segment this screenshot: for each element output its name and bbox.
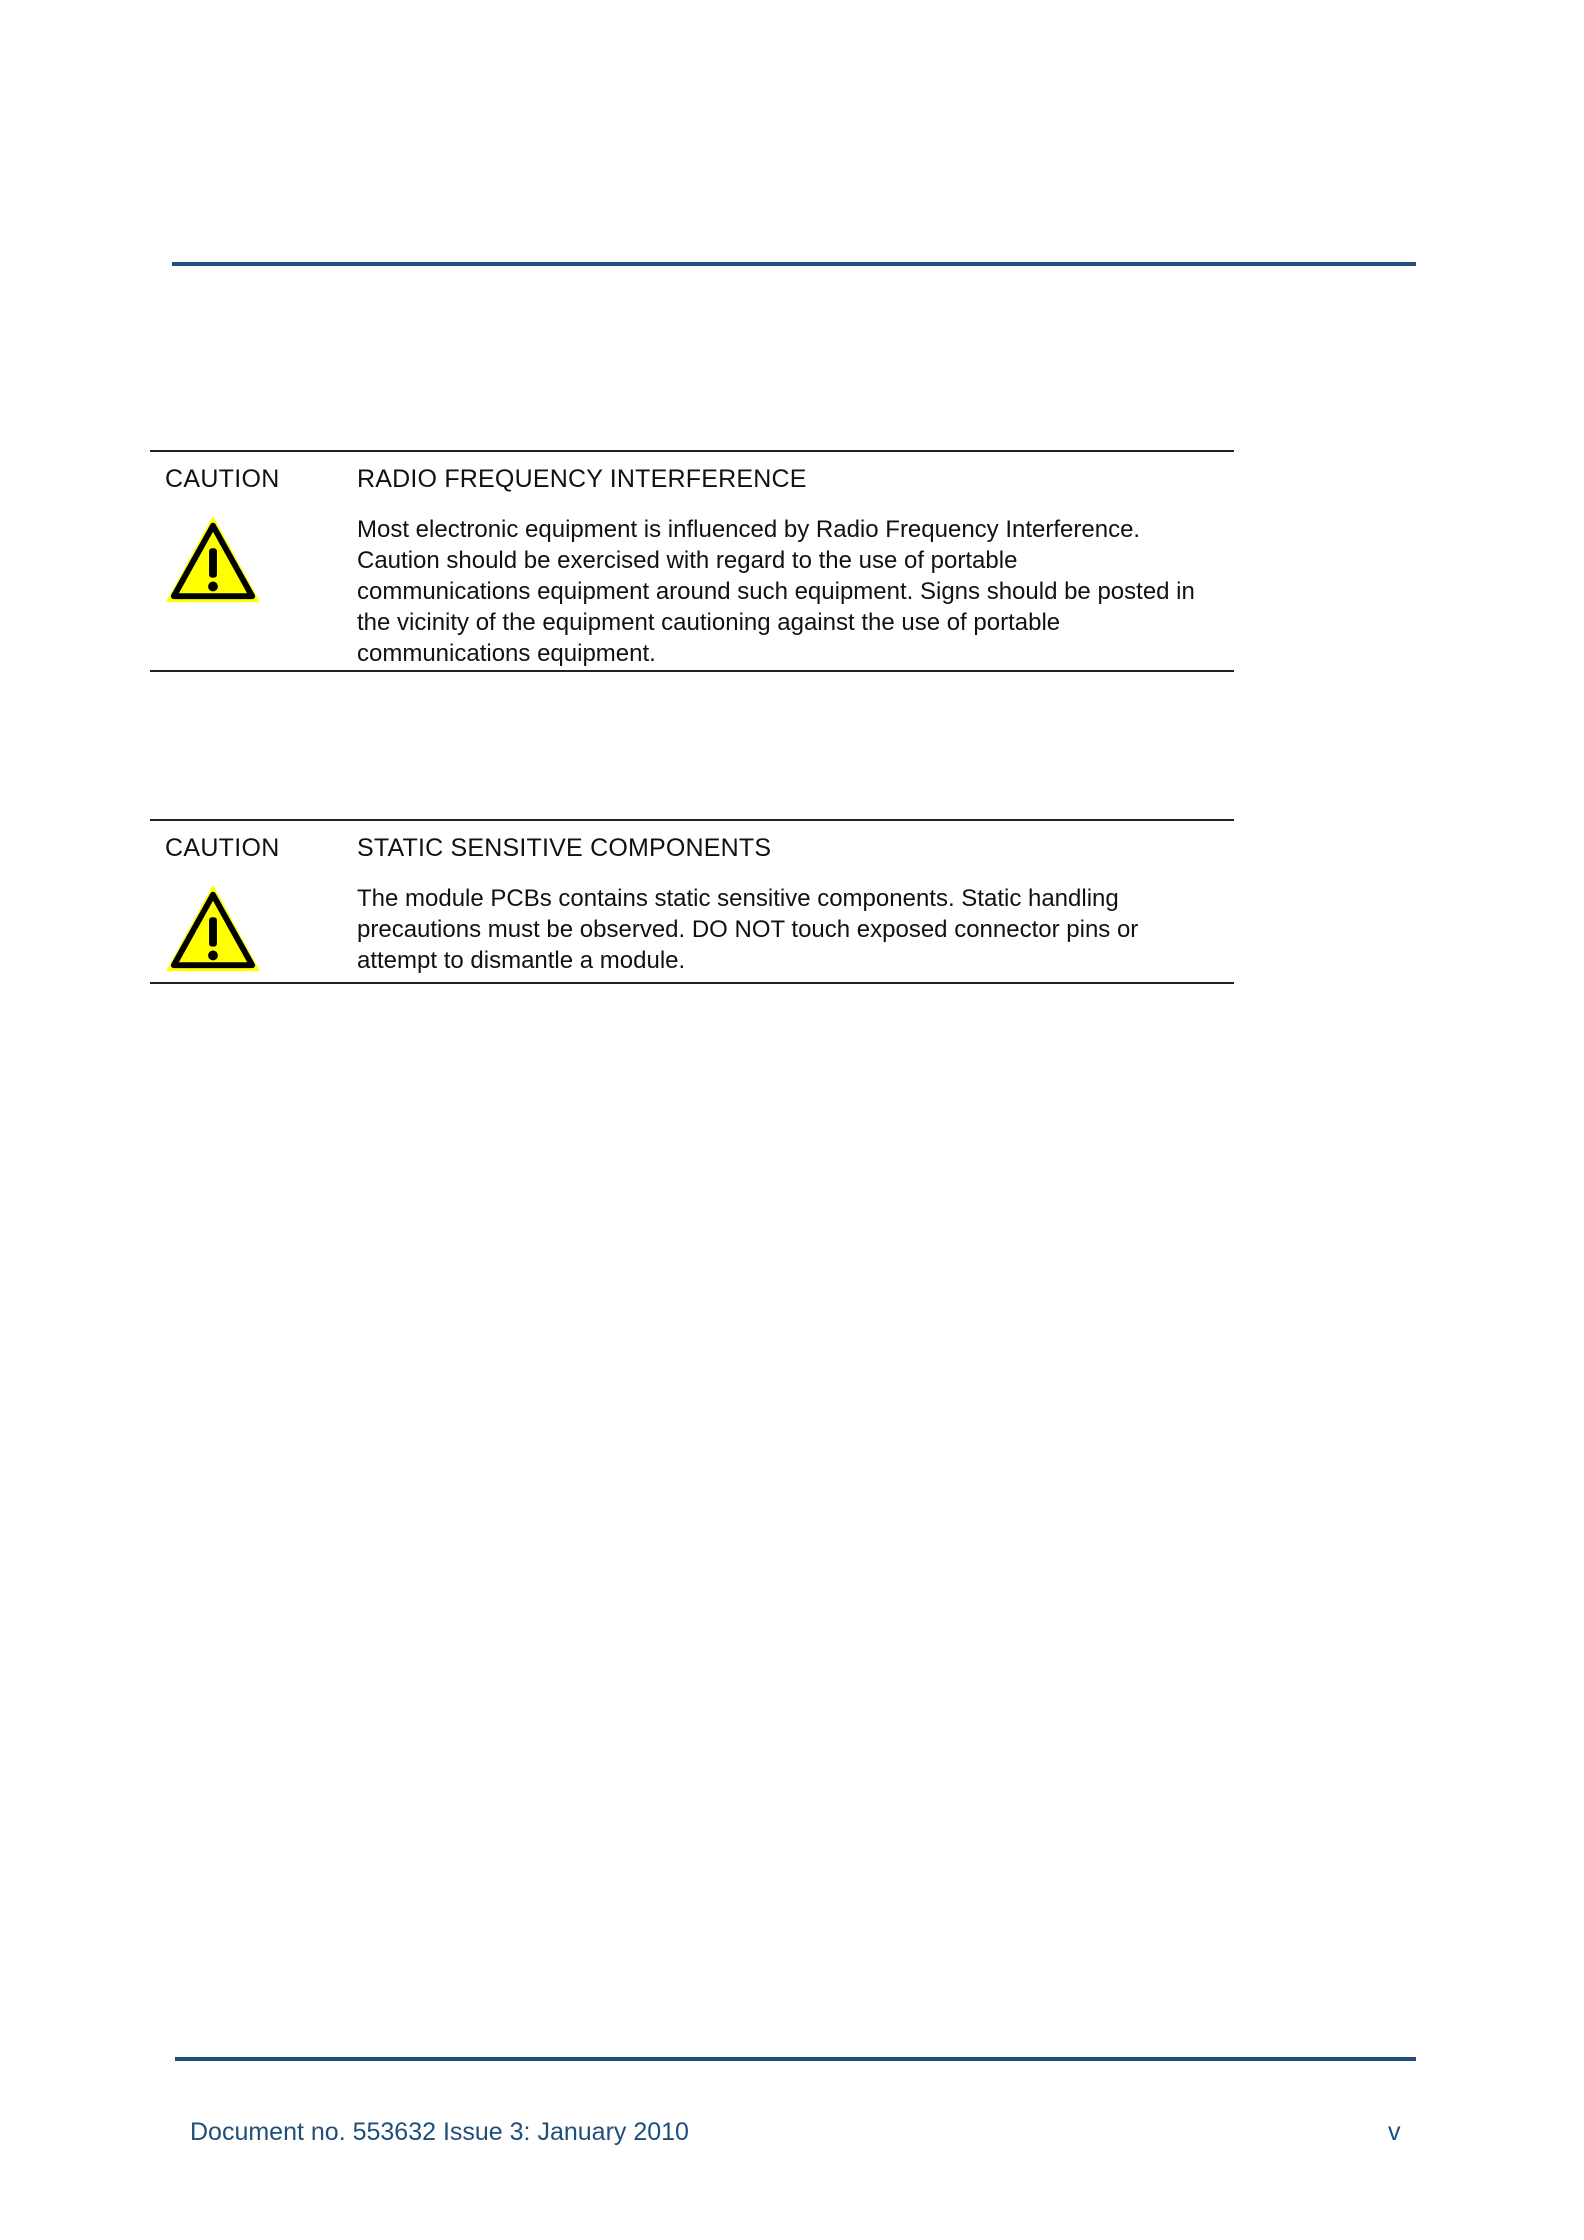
caution-body-line: communications equipment. [357, 640, 656, 667]
caution-body-line: Most electronic equipment is influenced by Radio Frequency Interference. [357, 516, 1141, 543]
caution-label: CAUTION [165, 834, 280, 862]
caution-title: STATIC SENSITIVE COMPONENTS [357, 834, 772, 862]
caution-body-line: communications equipment around such equipment. Signs should be posted in [357, 578, 1195, 605]
caution-label: CAUTION [165, 465, 280, 493]
footer-document-number: Document no. 553632 Issue 3: January 2010 [190, 2118, 689, 2146]
caution-body-line: The module PCBs contains static sensitive components. Static handling [357, 885, 1119, 912]
caution-body [357, 514, 1217, 669]
caution-body [357, 883, 1217, 976]
caution-body-line: attempt to dismantle a module. [357, 947, 686, 974]
header-rule [172, 262, 1416, 266]
caution-body-line: precautions must be observed. DO NOT touch exposed connector pins or [357, 916, 1139, 943]
caution-block-rf [150, 450, 1234, 672]
caution-title: RADIO FREQUENCY INTERFERENCE [357, 465, 807, 493]
warning-triangle-icon [164, 514, 262, 606]
caution-body-line: the vicinity of the equipment cautioning against the use of portable [357, 609, 1061, 636]
caution-body-line: Caution should be exercised with regard to the use of portable [357, 547, 1018, 574]
footer-page-number: v [1388, 2118, 1401, 2146]
caution-block-static [150, 819, 1234, 984]
footer-rule [175, 2057, 1416, 2061]
warning-triangle-icon [164, 883, 262, 975]
